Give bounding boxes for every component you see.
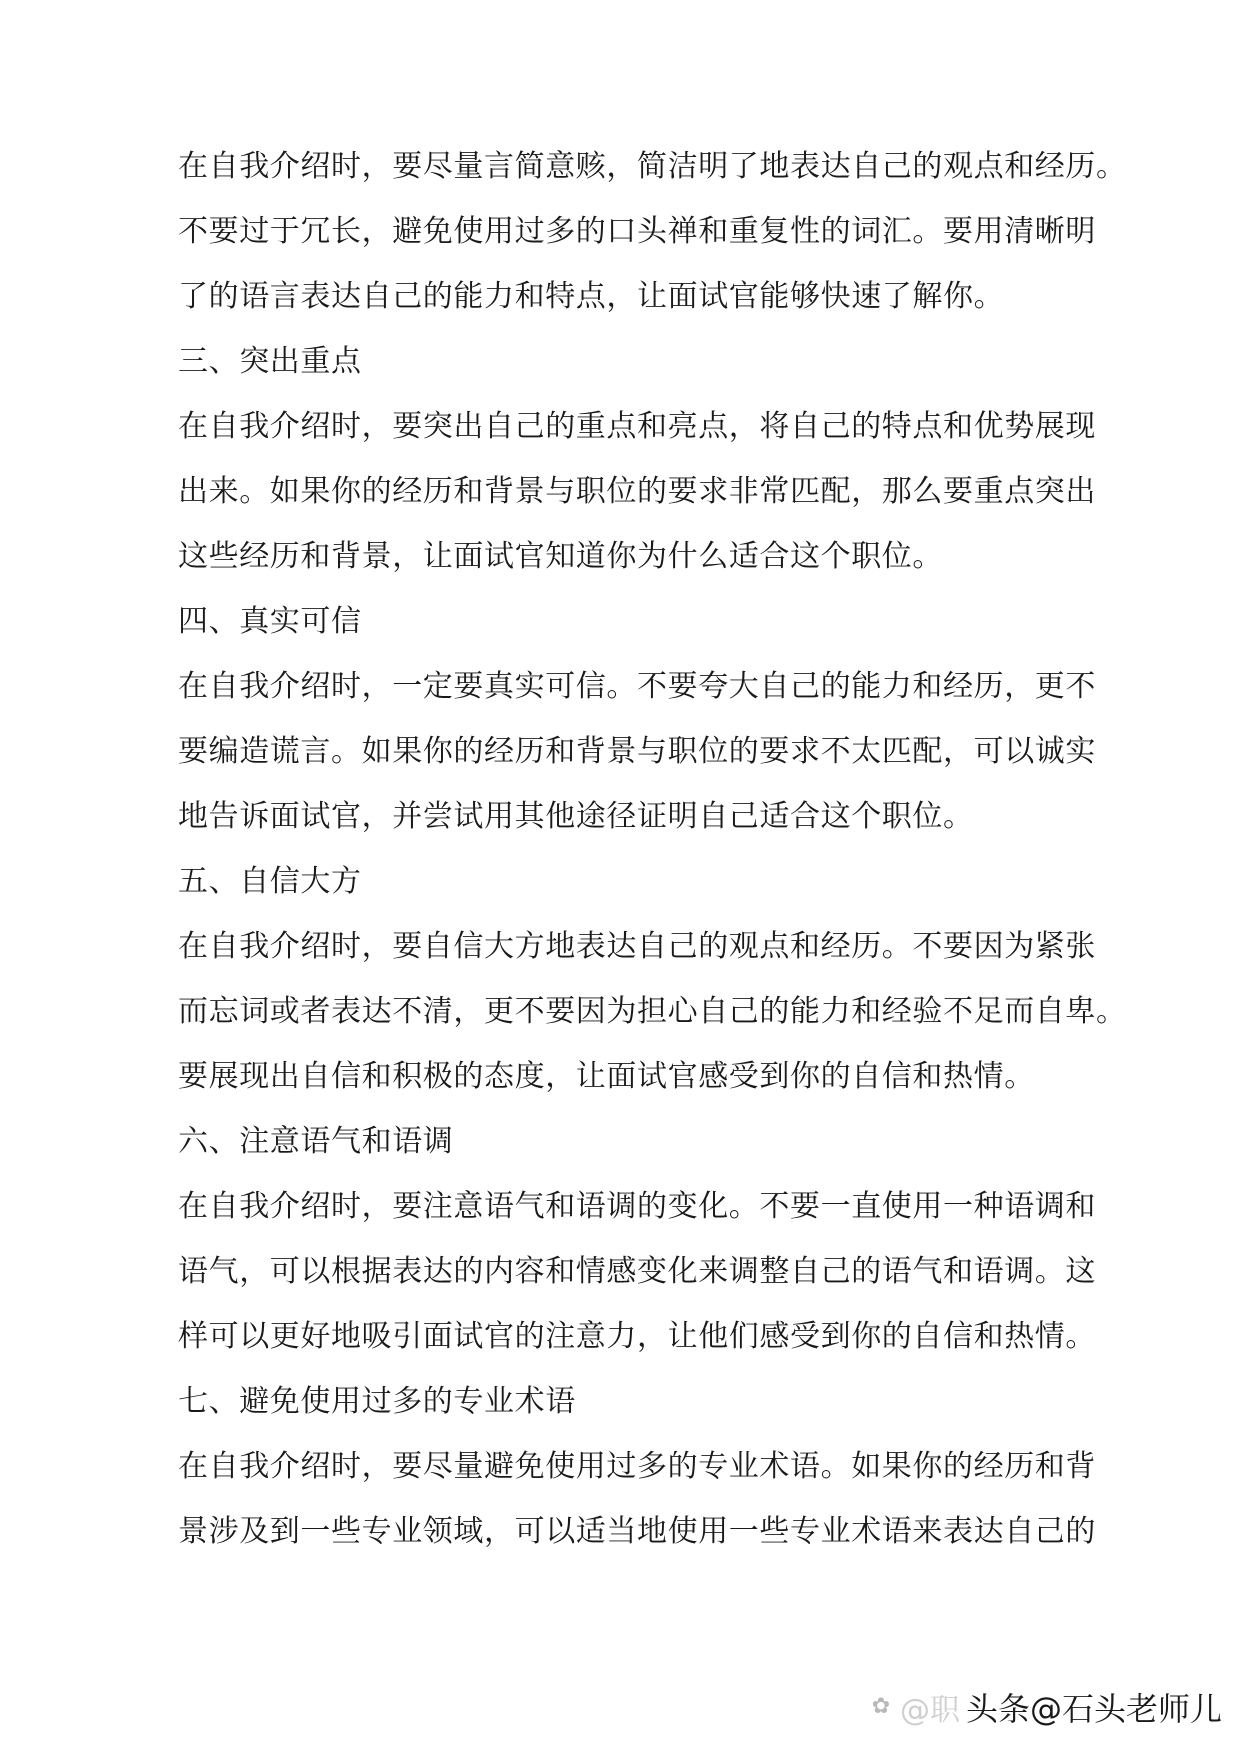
paragraph-line: 要编造谎言。如果你的经历和背景与职位的要求不太匹配，可以诚实 [178, 734, 1096, 769]
section-heading: 六、注意语气和语调 [178, 1124, 454, 1159]
paragraph-line: 了的语言表达自己的能力和特点，让面试官能够快速了解你。 [178, 279, 1005, 314]
paragraph-line: 在自我介绍时，一定要真实可信。不要夸大自己的能力和经历，更不 [178, 669, 1096, 704]
watermark-text: 头条@石头老师儿 [965, 1690, 1222, 1728]
section-heading: 五、自信大方 [178, 864, 362, 899]
paragraph-line: 样可以更好地吸引面试官的注意力，让他们感受到你的自信和热情。 [178, 1319, 1096, 1354]
paragraph-line: 在自我介绍时，要自信大方地表达自己的观点和经历。不要因为紧张 [178, 929, 1096, 964]
toutiao-logo-icon: ✿ [871, 1694, 891, 1719]
paragraph-line: 景涉及到一些专业领域，可以适当地使用一些专业术语来表达自己的 [178, 1514, 1096, 1549]
paragraph-line: 在自我介绍时，要尽量避免使用过多的专业术语。如果你的经历和背 [178, 1449, 1096, 1484]
paragraph-line: 不要过于冗长，避免使用过多的口头禅和重复性的词汇。要用清晰明 [178, 214, 1096, 249]
section-heading: 七、避免使用过多的专业术语 [178, 1384, 576, 1419]
watermark-faint-text: @职 [899, 1693, 960, 1728]
document-body [178, 145, 1127, 1575]
watermark [868, 1685, 1222, 1729]
paragraph-line: 语气，可以根据表达的内容和情感变化来调整自己的语气和语调。这 [178, 1254, 1096, 1289]
paragraph-line: 要展现出自信和积极的态度，让面试官感受到你的自信和热情。 [178, 1059, 1035, 1094]
paragraph-line: 而忘词或者表达不清，更不要因为担心自己的能力和经验不足而自卑。 [178, 994, 1127, 1029]
section-heading: 三、突出重点 [178, 344, 362, 379]
paragraph-line: 地告诉面试官，并尝试用其他途径证明自己适合这个职位。 [178, 799, 974, 834]
paragraph-line: 在自我介绍时，要注意语气和语调的变化。不要一直使用一种语调和 [178, 1189, 1096, 1224]
paragraph-line: 在自我介绍时，要突出自己的重点和亮点，将自己的特点和优势展现 [178, 409, 1096, 444]
paragraph-line: 在自我介绍时，要尽量言简意赅，简洁明了地表达自己的观点和经历。 [178, 149, 1127, 184]
paragraph-line: 出来。如果你的经历和背景与职位的要求非常匹配，那么要重点突出 [178, 474, 1096, 509]
section-heading: 四、真实可信 [178, 604, 362, 639]
paragraph-line: 这些经历和背景，让面试官知道你为什么适合这个职位。 [178, 539, 943, 574]
